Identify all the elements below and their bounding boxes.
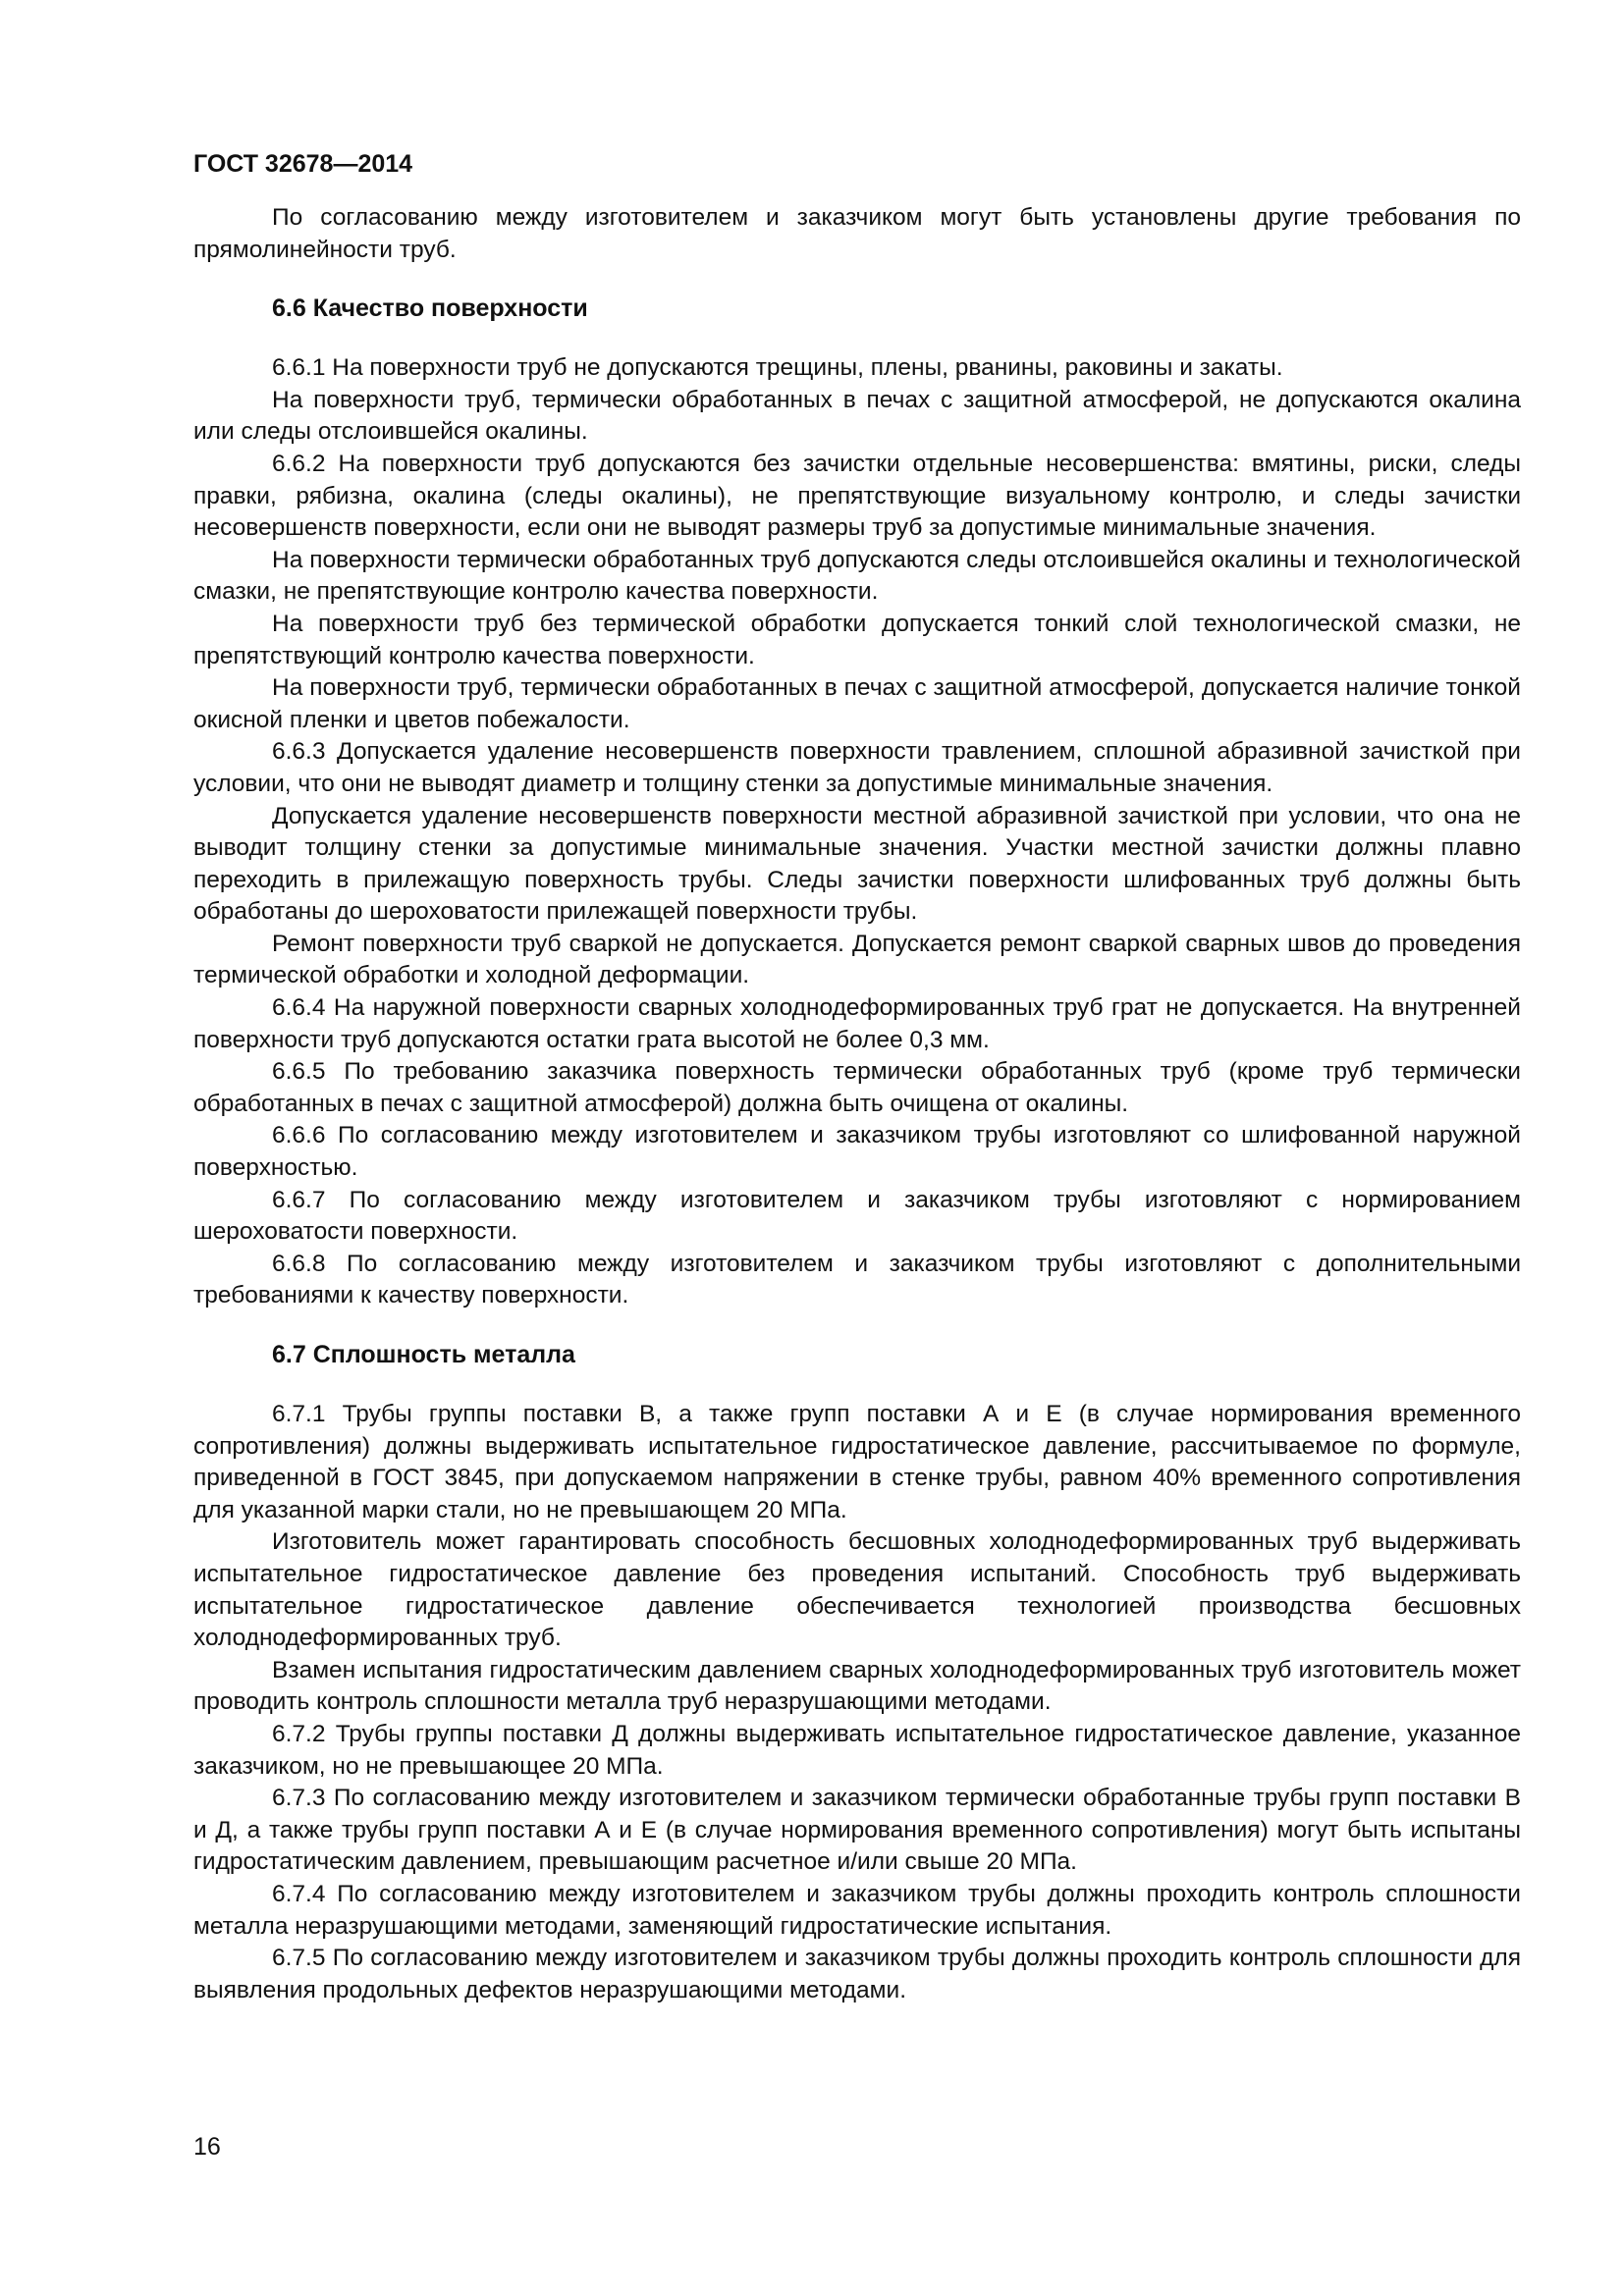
standard-header: ГОСТ 32678—2014 <box>193 150 413 178</box>
paragraph: На поверхности труб, термически обработанных в печах с защитной атмосферой, допускается наличие тонкой окисной пленки и цветов побежалости. <box>193 674 1521 733</box>
paragraph: Взамен испытания гидростатическим давлением сварных холоднодеформированных труб изготовитель может проводить контроль сплошности металла труб неразрушающими методами. <box>193 1656 1521 1716</box>
paragraph: Ремонт поверхности труб сваркой не допускается. Допускается ремонт сваркой сварных швов до проведения термической обработки и холодной деформации. <box>193 930 1521 989</box>
paragraph-intro: По согласованию между изготовителем и заказчиком могут быть установлены другие требования по прямолинейности труб. <box>193 204 1521 263</box>
paragraph: 6.6.7 По согласованию между изготовителем и заказчиком трубы изготовляют с нормированием шероховатости поверхности. <box>193 1186 1521 1246</box>
paragraph: 6.7.3 По согласованию между изготовителем и заказчиком термически обработанные трубы групп поставки В и Д, а также трубы групп поставки А и Е (в случае нормирования временного сопротивления) могут быть испытаны гидростатическим давлением, превышающим расчетное и/или свыше 20 МПа. <box>193 1785 1521 1876</box>
paragraph: 6.6.5 По требованию заказчика поверхность термически обработанных труб (кроме труб термически обработанных в печах с защитной атмосферой) должна быть очищена от окалины. <box>193 1058 1521 1117</box>
section-title-6-7: 6.7 Сплошность металла <box>272 1341 575 1368</box>
page-number: 16 <box>193 2133 221 2161</box>
paragraph: 6.7.1 Трубы группы поставки В, а также групп поставки А и Е (в случае нормирования временного сопротивления) должны выдерживать испытательное гидростатическое давление, рассчитываемое по формуле, приведенной в ГОСТ 3845, при допускаемом напряжении в стенке трубы, равном 40% временного сопротивления для указанной марки стали, но не превышающем 20 МПа. <box>193 1401 1521 1523</box>
paragraph: 6.7.2 Трубы группы поставки Д должны выдерживать испытательное гидростатическое давление, указанное заказчиком, но не превышающее 20 МПа. <box>193 1720 1521 1780</box>
section-title-6-6: 6.6 Качество поверхности <box>272 294 588 323</box>
section-6-6-body <box>193 352 1521 1312</box>
paragraph: 6.7.4 По согласованию между изготовителем и заказчиком трубы должны проходить контроль сплошности металла неразрушающими методами, заменяющий гидростатические испытания. <box>193 1880 1521 1940</box>
paragraph: Изготовитель может гарантировать способность бесшовных холоднодеформированных труб выдерживать испытательное гидростатическое давление без проведения испытаний. Способность труб выдерживать испытательное гидростатическое давление обеспечивается технологией производства бесшовных холоднодеформированных труб. <box>193 1528 1521 1652</box>
paragraph: 6.6.4 На наружной поверхности сварных холоднодеформированных труб грат не допускается. На внутренней поверхности труб допускаются остатки грата высотой не более 0,3 мм. <box>193 994 1521 1053</box>
paragraph: На поверхности труб без термической обработки допускается тонкий слой технологической смазки, не препятствующий контролю качества поверхности. <box>193 610 1521 669</box>
paragraph: 6.6.1 На поверхности труб не допускаются трещины, плены, рванины, раковины и закаты. <box>272 354 1283 382</box>
paragraph: 6.6.3 Допускается удаление несовершенств поверхности травлением, сплошной абразивной зачисткой при условии, что они не выводят диаметр и толщину стенки за допустимые минимальные значения. <box>193 738 1521 797</box>
paragraph: 6.7.5 По согласованию между изготовителем и заказчиком трубы должны проходить контроль сплошности для выявления продольных дефектов неразрушающими методами. <box>193 1945 1521 2003</box>
paragraph: Допускается удаление несовершенств поверхности местной абразивной зачисткой при условии, что она не выводит толщину стенки за допустимые минимальные значения. Участки местной зачистки должны плавно переходить в прилежащую поверхность трубы. Следы зачистки поверхности шлифованных труб должны быть обработаны до шероховатости прилежащей поверхности трубы. <box>193 802 1521 926</box>
document-page <box>193 147 1521 2006</box>
paragraph: 6.6.2 На поверхности труб допускаются без зачистки отдельные несовершенства: вмятины, риски, следы правки, рябизна, окалина (следы окалины), не препятствующие визуальному контролю, и следы зачистки несовершенств поверхности, если они не выводят размеры труб за допустимые минимальные значения. <box>193 450 1521 542</box>
paragraph: 6.6.8 По согласованию между изготовителем и заказчиком трубы изготовляют с дополнительными требованиями к качеству поверхности. <box>193 1250 1521 1309</box>
paragraph: На поверхности термически обработанных труб допускаются следы отслоившейся окалины и технологической смазки, не препятствующие контролю качества поверхности. <box>193 546 1521 606</box>
paragraph: На поверхности труб, термически обработанных в печах с защитной атмосферой, не допускаются окалина или следы отслоившейся окалины. <box>193 386 1521 446</box>
paragraph: 6.6.6 По согласованию между изготовителем и заказчиком трубы изготовляют со шлифованной наружной поверхностью. <box>193 1122 1521 1182</box>
section-6-7-body <box>193 1399 1521 2006</box>
